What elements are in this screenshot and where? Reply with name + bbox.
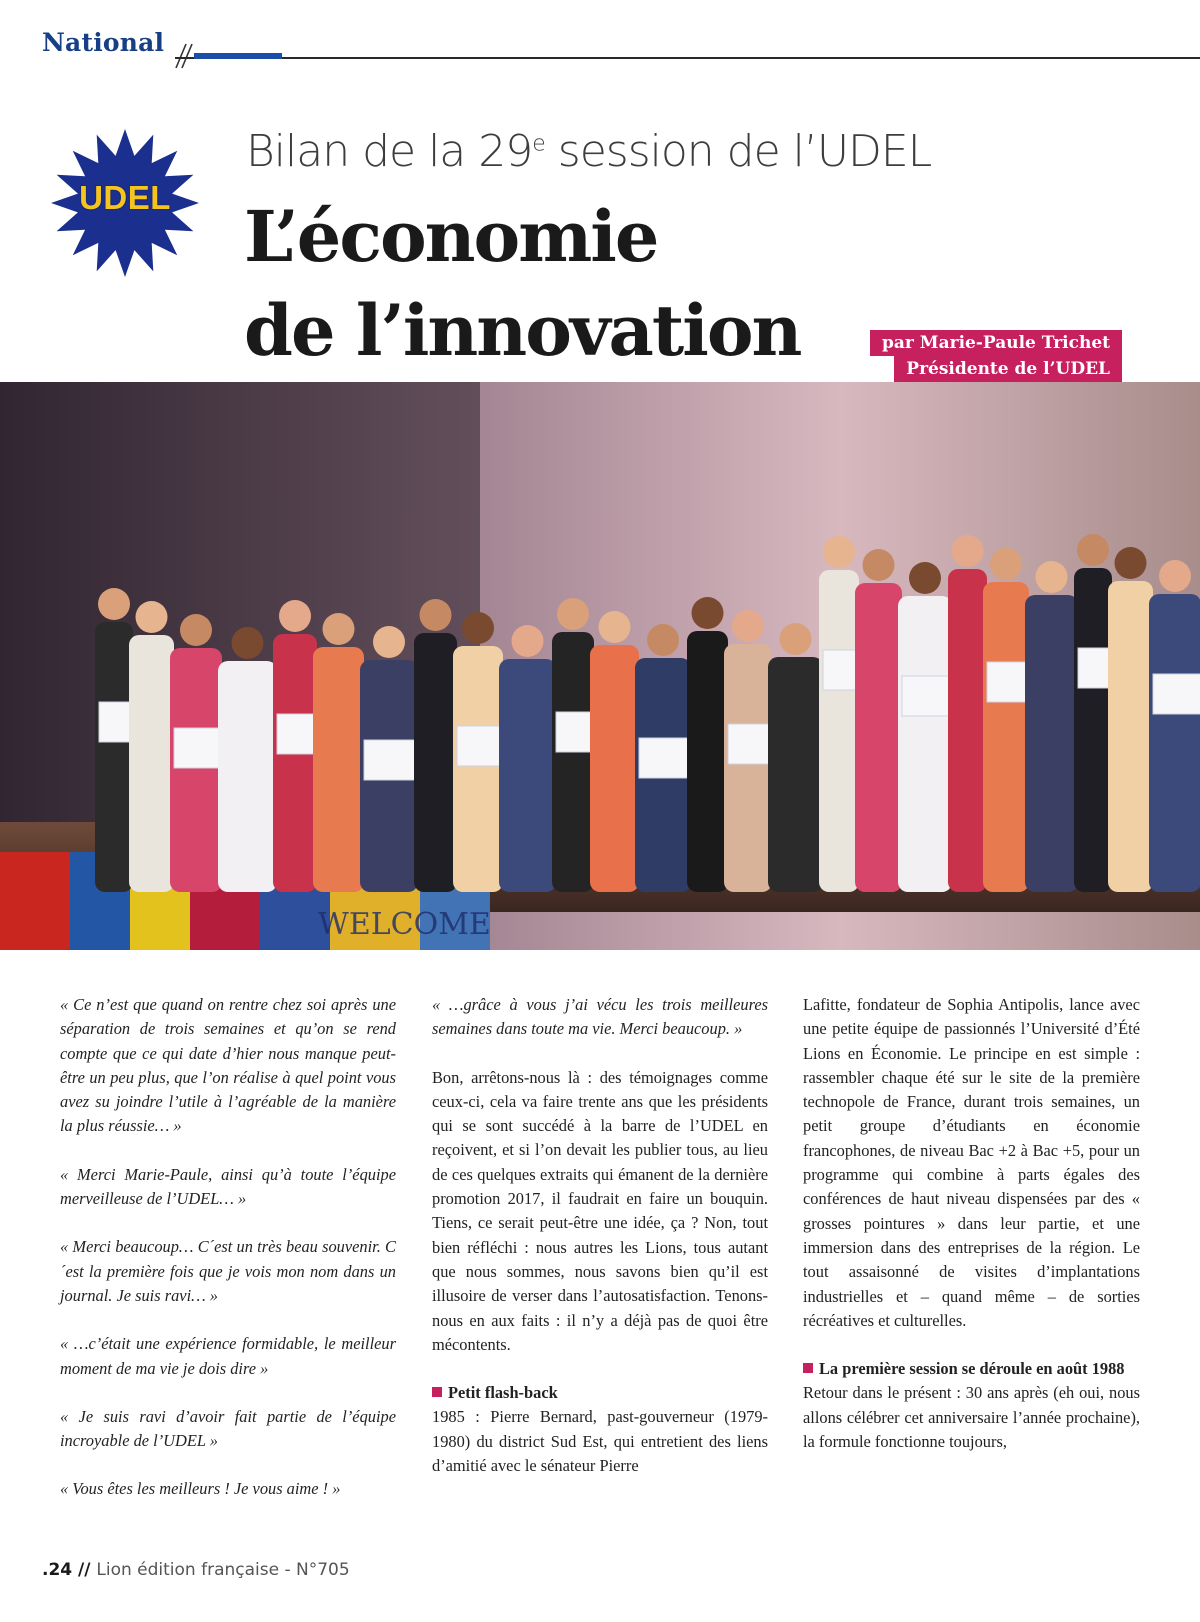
headline-line-2: de l’innovation xyxy=(244,289,801,372)
photo-person xyxy=(898,596,952,892)
publication-name: Lion édition française - N°705 xyxy=(96,1560,350,1580)
photo-person-head xyxy=(909,562,941,594)
group-photo xyxy=(0,382,1200,950)
body-paragraph-3: Lafitte, fondateur de Sophia Antipolis, lance avec une petite équipe de passionnés l’Université d’Été Lions en Économie. Le principe en est simple : rassembler chaque été sur le site de la première technopole de France, durant trois semaines, un petit groupe d’étudiants en économie francophones, de niveau Bac +2 à Bac +5, pour un programme qui combine à parts égales des conférences de haut niveau dispensées par des « grosses pointures » dans leur partie, et une immersion dans des entreprises de la région. Le tout assaisonné de visites d’implantations industrielles et – quand même – de sorties récréatives et culturelles. xyxy=(803,995,1140,1330)
photo-person-head xyxy=(647,624,679,656)
body-paragraph-2: 1985 : Pierre Bernard, past-gouverneur (1979-1980) du district Sud Est, qui entretient des liens d’amitié avec le sénateur Pierre xyxy=(432,1407,768,1476)
byline-author: par Marie-Paule Trichet xyxy=(870,330,1122,356)
testimonial-3: « Merci beaucoup… C´est un très beau souvenir. C´est la première fois que je vois mon nom dans un journal. Je suis ravi… » xyxy=(60,1237,396,1305)
square-bullet-icon xyxy=(803,1363,813,1373)
photo-person-head xyxy=(279,600,311,632)
photo-person xyxy=(218,661,277,892)
photo-person-head xyxy=(1077,534,1109,566)
photo-person xyxy=(499,659,556,892)
photo-person-head xyxy=(823,536,855,568)
photo-certificate xyxy=(1153,674,1200,714)
photo-person-head xyxy=(1036,561,1068,593)
photo-person-head xyxy=(1159,560,1191,592)
photo-person-head xyxy=(323,613,355,645)
subheading-first-session: La première session se déroule en août 1988 xyxy=(803,1357,1140,1381)
photo-person xyxy=(170,648,222,892)
photo-person-head xyxy=(420,599,452,631)
photo-person-head xyxy=(232,627,264,659)
photo-person-head xyxy=(599,611,631,643)
testimonial-5: « Je suis ravi d’avoir fait partie de l’équipe incroyable de l’UDEL » xyxy=(60,1406,396,1451)
photo-person-head xyxy=(557,598,589,630)
photo-person-head xyxy=(462,612,494,644)
photo-person-head xyxy=(1115,547,1147,579)
page-footer: .24 // Lion édition française - N°705 xyxy=(42,1560,350,1580)
body-paragraph-4: Retour dans le présent : 30 ans après (eh oui, nous allons célébrer cet anniversaire l’année prochaine), la formule fonctionne toujours, xyxy=(803,1383,1140,1452)
photo-person xyxy=(724,644,772,892)
photo-person xyxy=(313,647,364,892)
body-paragraph-1: Bon, arrêtons-nous là : des témoignages comme ceux-ci, cela va faire trente ans que les présidents qui se sont succédé à la barre de l’UDEL en reçoivent, et si l’on devait les publier tous, au lieu de ces quelques extraits qui émanent de la dernière promotion 2017, il faudrait en faire un bouquin. Tiens, ce serait peut-être une idée, ça ? Non, tout bien réfléchi : nous autres les Lions, tous autant que nous sommes, nous savons bien qu’il est illusoire de verser dans l’autosatisfaction. Tenons-nous en aux faits : il n’y a déjà pas de quoi être mécontents. xyxy=(432,1067,768,1354)
photo-person xyxy=(948,569,987,892)
photo-person-head xyxy=(780,623,812,655)
photo-person xyxy=(1074,568,1112,892)
photo-person xyxy=(1025,595,1078,892)
photo-person-head xyxy=(952,535,984,567)
photo-person-head xyxy=(863,549,895,581)
photo-person xyxy=(687,631,728,892)
byline-role: Présidente de l’UDEL xyxy=(894,356,1122,382)
photo-person-head xyxy=(732,610,764,642)
headline-line-1: L’économie xyxy=(244,195,658,278)
photo-person xyxy=(129,635,174,892)
photo-person xyxy=(453,646,503,892)
column-right xyxy=(803,993,1140,1478)
column-testimonials xyxy=(60,993,396,1526)
section-label: National xyxy=(42,28,165,57)
badge-label: UDEL xyxy=(79,179,171,216)
article-kicker: Bilan de la 29e session de l’UDEL xyxy=(246,126,932,177)
photo-person-head xyxy=(180,614,212,646)
photo-person xyxy=(552,632,594,892)
photo-person xyxy=(414,633,457,892)
page-number: .24 xyxy=(42,1560,73,1580)
testimonial-6: « Vous êtes les meilleurs ! Je vous aime ! » xyxy=(60,1479,341,1499)
photo-person xyxy=(819,570,859,892)
double-slash-icon xyxy=(172,40,196,70)
photo-person xyxy=(855,583,902,892)
testimonial-1: « Ce n’est que quand on rentre chez soi après une séparation de trois semaines et qu’on se rend compte que ce qui date d’hier nous manque peut-être un peu plus, que l’on réalise à quel point vous avez su joindre l’utile à l’agréable de la manière la plus réussie… » xyxy=(60,995,396,1136)
header-accent-bar xyxy=(194,53,282,59)
photo-banner-text: WELCOME xyxy=(318,907,491,942)
photo-person-head xyxy=(136,601,168,633)
photo-person-head xyxy=(512,625,544,657)
header-rule xyxy=(175,57,1200,59)
photo-person-head xyxy=(373,626,405,658)
photo-person xyxy=(1149,594,1200,892)
photo-person-head xyxy=(692,597,724,629)
photo-person xyxy=(273,634,317,892)
square-bullet-icon xyxy=(432,1387,442,1397)
photo-person xyxy=(590,645,639,892)
photo-person-head xyxy=(98,588,130,620)
photo-person xyxy=(1108,581,1153,892)
photo-person xyxy=(983,582,1029,892)
testimonial-4: « …c’était une expérience formidable, le meilleur moment de ma vie je dois dire » xyxy=(60,1334,396,1378)
testimonial-2: « Merci Marie-Paule, ainsi qu’à toute l’équipe merveilleuse de l’UDEL… » xyxy=(60,1164,396,1209)
column-middle xyxy=(432,993,768,1502)
subheading-flashback: Petit flash-back xyxy=(432,1381,768,1405)
photo-person-head xyxy=(990,548,1022,580)
photo-person xyxy=(768,657,823,892)
photo-person xyxy=(95,622,133,892)
testimonial-7: « …grâce à vous j’ai vécu les trois meilleures semaines dans toute ma vie. Merci beaucoup. » xyxy=(432,995,768,1039)
